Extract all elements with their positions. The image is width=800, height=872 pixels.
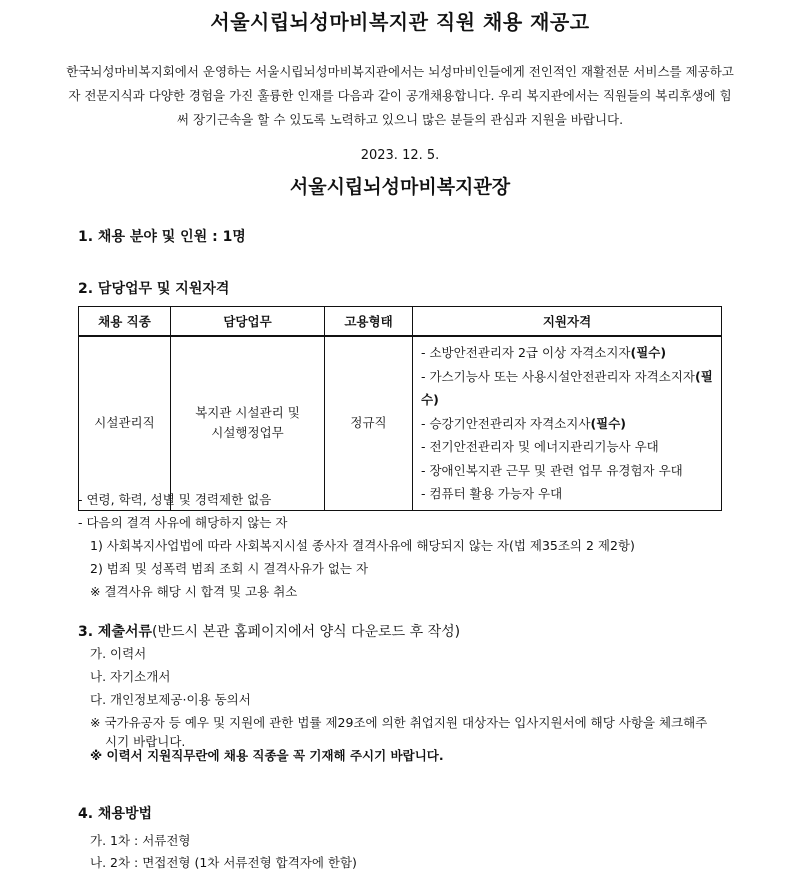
intro-paragraph: 한국뇌성마비복지회에서 운영하는 서울시립뇌성마비복지관에서는 뇌성마비인들에게 전인적인 재활전문 서비스를 제공하고자 전문지식과 다양한 경험을 가진 훌륭한 인재를 다음과 같이 공개채용합니다. 우리 복지관에서는 직원들의 복리후생에 힘써 장기근속을 할 수 있도록 노력하고 있으니 많은 분들의 관심과 지원을 바랍니다. — [66, 64, 734, 127]
table-row — [79, 336, 722, 510]
duty-cell — [171, 336, 325, 510]
section-2-heading: 2. 담당업무 및 지원자격 — [78, 281, 230, 297]
document-item: 다. 개인정보제공·이용 동의서 — [90, 692, 251, 707]
table-header-cell: 담당업무 — [171, 307, 325, 337]
note-item: - 연령, 학력, 성별 및 경력제한 없음 — [78, 492, 272, 507]
job-table — [78, 306, 722, 511]
qualification-item: - 소방안전관리자 2급 이상 자격소지자(필수) — [421, 345, 667, 360]
method-item: 나. 2차 : 면접전형 (1차 서류전형 합격자에 한함) — [90, 855, 357, 870]
veteran-note: ※ 국가유공자 등 예우 및 지원에 관한 법률 제29조에 의한 취업지원 대상자는 입사지원서에 해당 사항을 체크해주 — [90, 715, 708, 730]
employment-type-cell: 정규직 — [325, 336, 413, 510]
announcement-date: 2023. 12. 5. — [360, 148, 440, 163]
section-3-heading: 3. 제출서류(반드시 본관 홈페이지에서 양식 다운로드 후 작성) — [78, 624, 461, 640]
veteran-note-cont: 시기 바랍니다. — [105, 734, 186, 749]
organization-name: 서울시립뇌성마비복지관장 — [289, 176, 511, 198]
table-header-cell: 지원자격 — [413, 307, 722, 337]
qualification-item: - 컴퓨터 활용 가능자 우대 — [421, 486, 563, 501]
table-header-cell: 채용 직종 — [79, 307, 171, 337]
duty-line: 시설행정업무 — [211, 425, 284, 441]
note-item: - 다음의 결격 사유에 해당하지 않는 자 — [78, 515, 288, 530]
note-item: 2) 범죄 및 성폭력 범죄 조회 시 결격사유가 없는 자 — [90, 561, 369, 576]
qualification-item: - 가스기능사 또는 사용시설안전관리자 자격소지자(필수) — [421, 368, 713, 407]
document-item: 나. 자기소개서 — [90, 669, 171, 684]
qualification-item: - 장애인복지관 근무 및 관련 업무 유경험자 우대 — [421, 462, 683, 478]
table-header-cell: 고용형태 — [325, 307, 413, 337]
section-4-heading: 4. 채용방법 — [78, 806, 153, 822]
qualification-item: - 승강기안전관리자 자격소지사(필수) — [421, 415, 627, 431]
note-item: 1) 사회복지사업법에 따라 사회복지시설 종사자 결격사유에 해당되지 않는 자(법 제35조의 2 제2항) — [90, 538, 635, 553]
job-type-cell: 시설관리직 — [79, 336, 171, 510]
note-item: ※ 결격사유 해당 시 합격 및 고용 취소 — [90, 584, 298, 599]
document-item: 가. 이력서 — [90, 646, 147, 661]
page-title: 서울시립뇌성마비복지관 직원 채용 재공고 — [210, 10, 590, 34]
qualifications-cell — [413, 336, 722, 510]
method-item: 가. 1차 : 서류전형 — [90, 833, 191, 848]
section-1-heading: 1. 채용 분야 및 인원 : 1명 — [78, 229, 246, 245]
qualification-item: - 전기안전관리자 및 에너지관리기능사 우대 — [421, 439, 659, 454]
duty-line: 복지관 시설관리 및 — [195, 405, 300, 421]
resume-note: ※ 이력서 지원직무란에 채용 직종을 꼭 기재해 주시기 바랍니다. — [90, 748, 444, 763]
table-header-row — [79, 307, 722, 337]
